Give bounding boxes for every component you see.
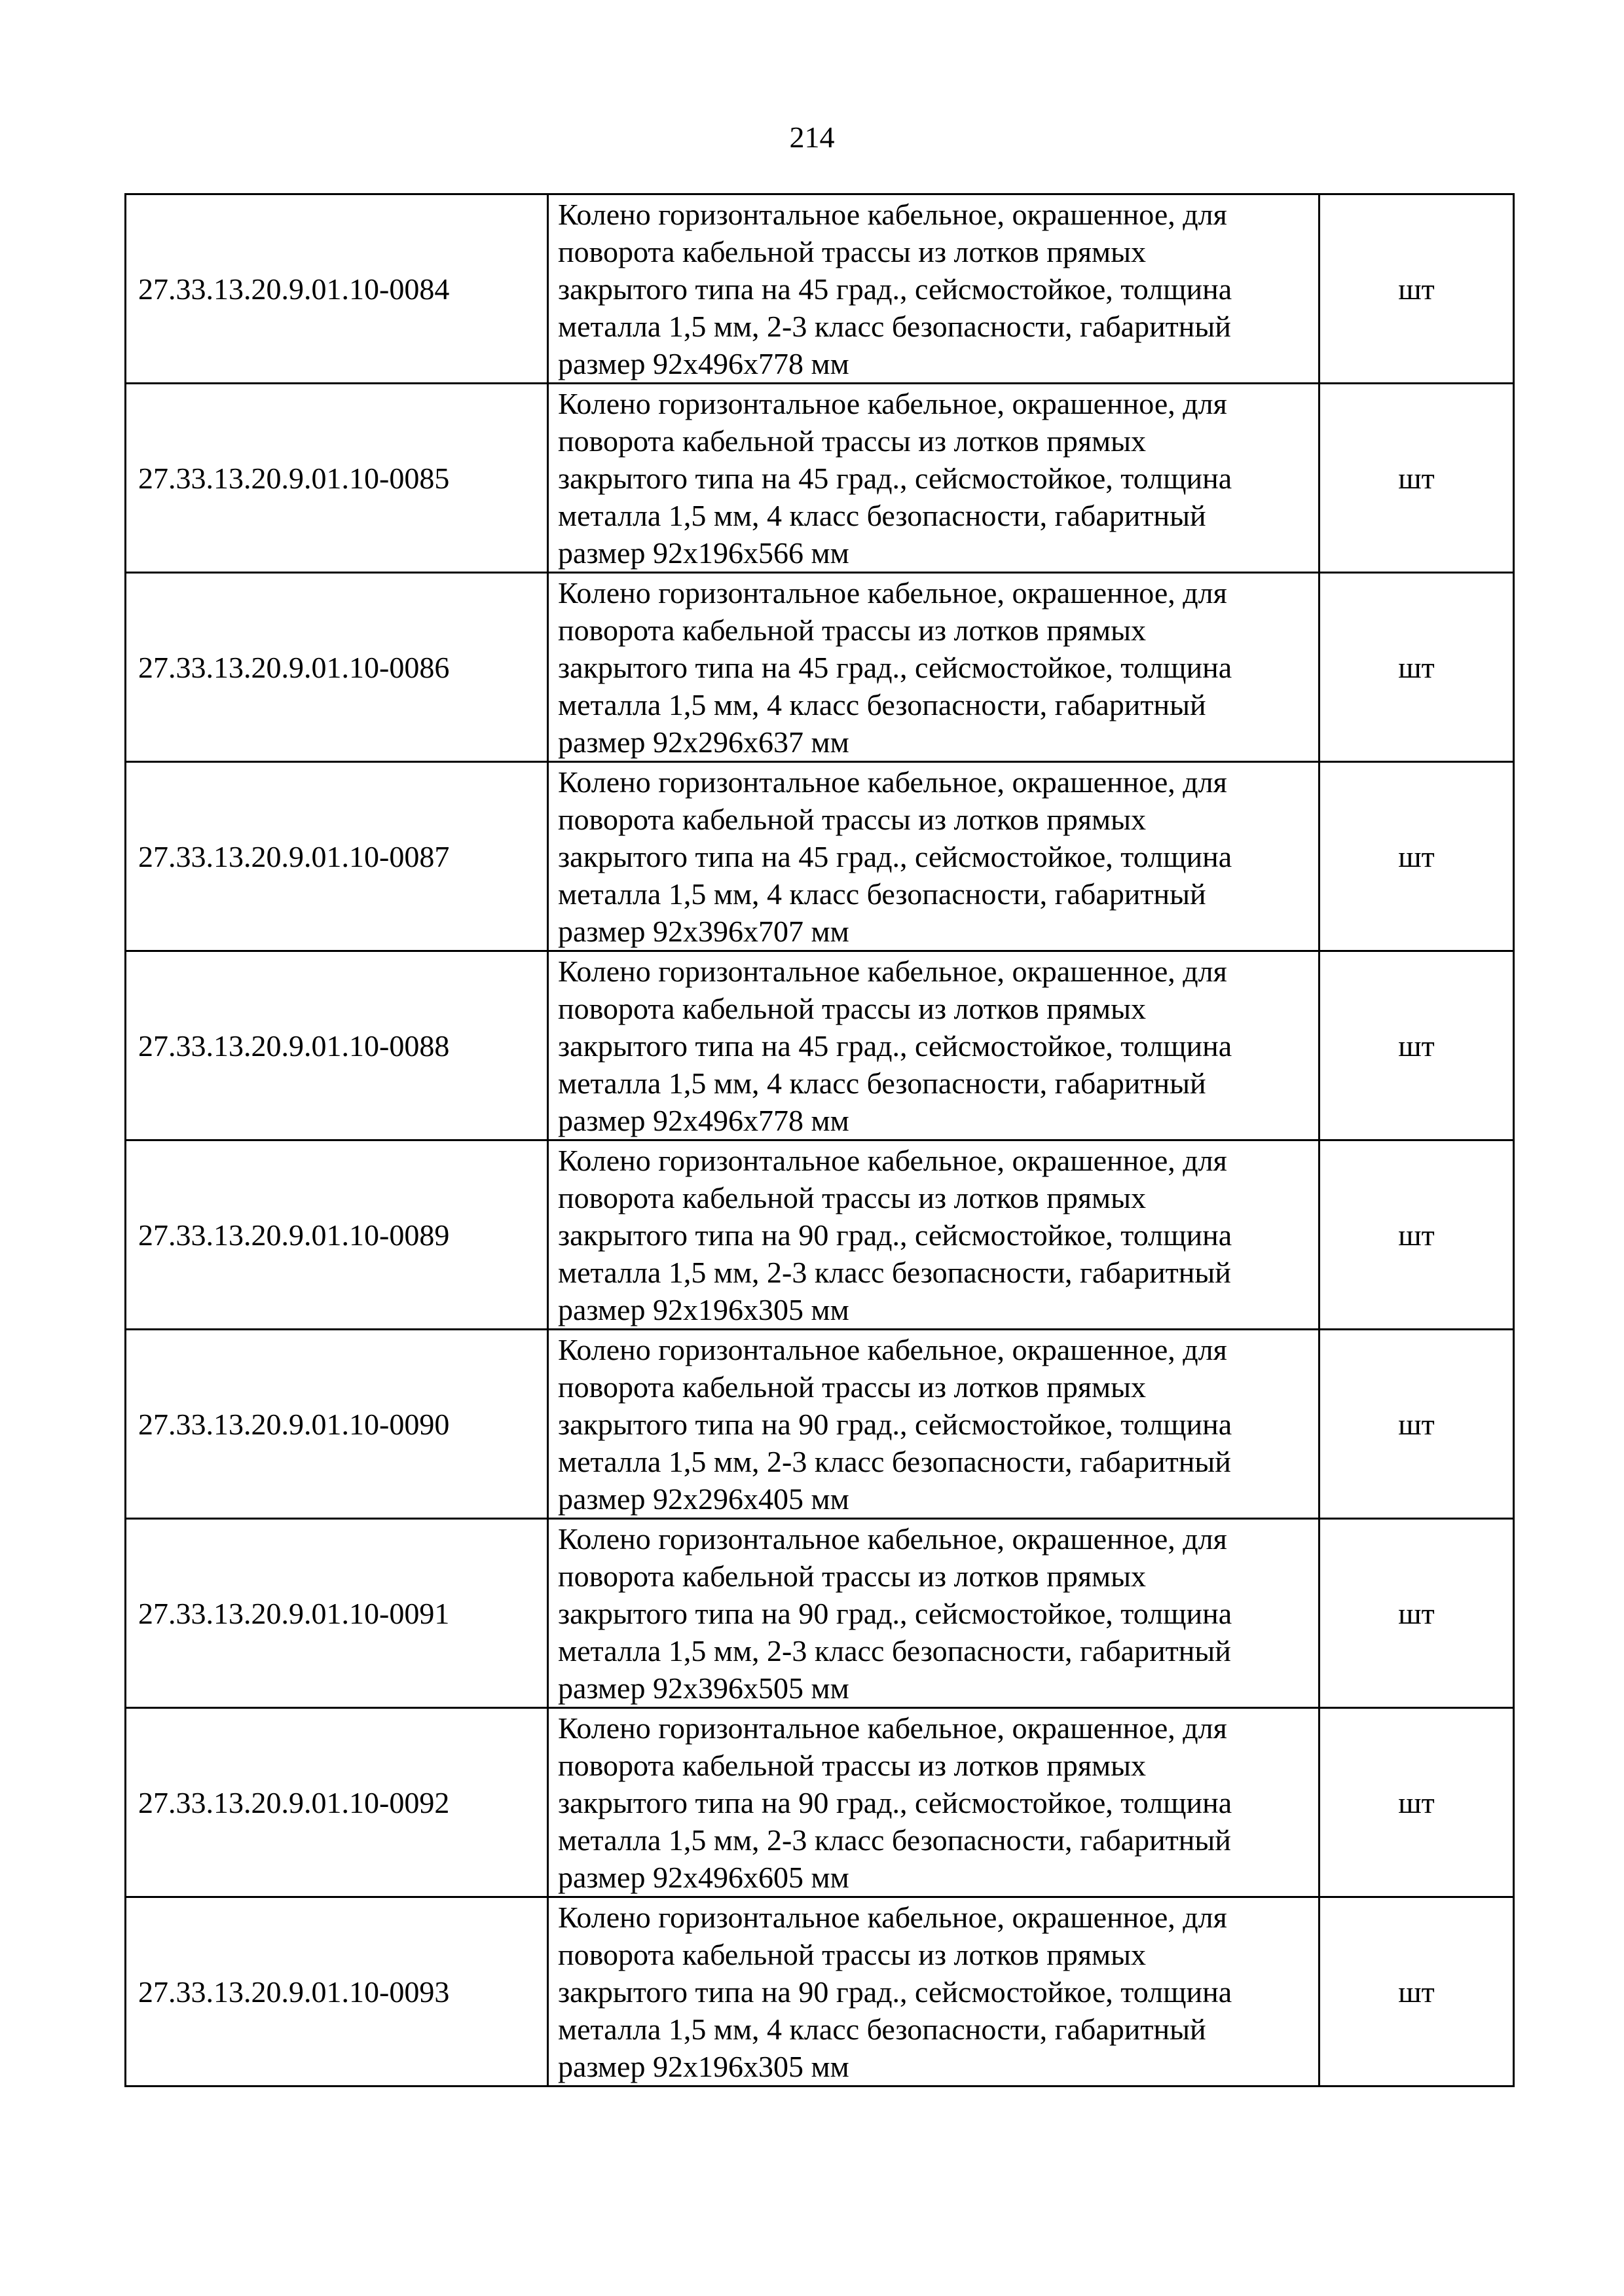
table-row xyxy=(126,1708,1514,1897)
resource-description: Колено горизонтальное кабельное, окрашенное, для поворота кабельной трассы из лотков прямых закрытого типа на 90 град., сейсмостойкое, толщина металла 1,5 мм, 4 класс безопасности, габаритный размер 92х196х305 мм xyxy=(558,1900,1232,2083)
resource-code: 27.33.13.20.9.01.10-0086 xyxy=(126,573,548,762)
unit-of-measure: шт xyxy=(1320,1330,1514,1519)
table-row xyxy=(126,1330,1514,1519)
resource-description-cell xyxy=(548,1519,1320,1708)
resource-description: Колено горизонтальное кабельное, окрашенное, для поворота кабельной трассы из лотков прямых закрытого типа на 90 град., сейсмостойкое, толщина металла 1,5 мм, 2-3 класс безопасности, габаритный размер 92х396х505 мм xyxy=(558,1522,1232,1705)
table-row xyxy=(126,1897,1514,2086)
resource-code: 27.33.13.20.9.01.10-0085 xyxy=(126,384,548,573)
resource-code: 27.33.13.20.9.01.10-0089 xyxy=(126,1140,548,1330)
table-row xyxy=(126,951,1514,1140)
resource-code: 27.33.13.20.9.01.10-0084 xyxy=(126,194,548,384)
unit-of-measure: шт xyxy=(1320,1519,1514,1708)
unit-of-measure: шт xyxy=(1320,951,1514,1140)
resource-description: Колено горизонтальное кабельное, окрашенное, для поворота кабельной трассы из лотков прямых закрытого типа на 45 град., сейсмостойкое, толщина металла 1,5 мм, 4 класс безопасности, габаритный размер 92х196х566 мм xyxy=(558,386,1232,570)
unit-of-measure: шт xyxy=(1320,1140,1514,1330)
unit-of-measure: шт xyxy=(1320,384,1514,573)
resource-code: 27.33.13.20.9.01.10-0090 xyxy=(126,1330,548,1519)
resource-description: Колено горизонтальное кабельное, окрашенное, для поворота кабельной трассы из лотков прямых закрытого типа на 90 град., сейсмостойкое, толщина металла 1,5 мм, 2-3 класс безопасности, габаритный размер 92х296х405 мм xyxy=(558,1332,1232,1516)
resource-description: Колено горизонтальное кабельное, окрашенное, для поворота кабельной трассы из лотков прямых закрытого типа на 90 град., сейсмостойкое, толщина металла 1,5 мм, 2-3 класс безопасности, габаритный размер 92х496х605 мм xyxy=(558,1711,1232,1894)
resource-code: 27.33.13.20.9.01.10-0087 xyxy=(126,762,548,951)
unit-of-measure: шт xyxy=(1320,762,1514,951)
resource-description-cell xyxy=(548,951,1320,1140)
table-row xyxy=(126,384,1514,573)
resource-description-cell xyxy=(548,194,1320,384)
resource-description: Колено горизонтальное кабельное, окрашенное, для поворота кабельной трассы из лотков прямых закрытого типа на 45 град., сейсмостойкое, толщина металла 1,5 мм, 2-3 класс безопасности, габаритный размер 92х496х778 мм xyxy=(558,197,1232,380)
resource-description-cell xyxy=(548,384,1320,573)
resource-code: 27.33.13.20.9.01.10-0091 xyxy=(126,1519,548,1708)
resource-table xyxy=(124,193,1515,2087)
resource-code: 27.33.13.20.9.01.10-0088 xyxy=(126,951,548,1140)
resource-description: Колено горизонтальное кабельное, окрашенное, для поворота кабельной трассы из лотков прямых закрытого типа на 45 град., сейсмостойкое, толщина металла 1,5 мм, 4 класс безопасности, габаритный размер 92х296х637 мм xyxy=(558,575,1232,759)
table-row xyxy=(126,1519,1514,1708)
unit-of-measure: шт xyxy=(1320,194,1514,384)
resource-description-cell xyxy=(548,762,1320,951)
resource-code: 27.33.13.20.9.01.10-0092 xyxy=(126,1708,548,1897)
table-row xyxy=(126,1140,1514,1330)
resource-description-cell xyxy=(548,1330,1320,1519)
unit-of-measure: шт xyxy=(1320,1897,1514,2086)
unit-of-measure: шт xyxy=(1320,573,1514,762)
resource-description-cell xyxy=(548,1897,1320,2086)
resource-description: Колено горизонтальное кабельное, окрашенное, для поворота кабельной трассы из лотков прямых закрытого типа на 45 град., сейсмостойкое, толщина металла 1,5 мм, 4 класс безопасности, габаритный размер 92х396х707 мм xyxy=(558,765,1232,948)
resource-description-cell xyxy=(548,573,1320,762)
table-row xyxy=(126,762,1514,951)
table-row xyxy=(126,194,1514,384)
resource-description-cell xyxy=(548,1140,1320,1330)
table-row xyxy=(126,573,1514,762)
unit-of-measure: шт xyxy=(1320,1708,1514,1897)
resource-description: Колено горизонтальное кабельное, окрашенное, для поворота кабельной трассы из лотков прямых закрытого типа на 90 град., сейсмостойкое, толщина металла 1,5 мм, 2-3 класс безопасности, габаритный размер 92х196х305 мм xyxy=(558,1143,1232,1326)
page-number: 214 xyxy=(789,120,835,154)
resource-description: Колено горизонтальное кабельное, окрашенное, для поворота кабельной трассы из лотков прямых закрытого типа на 45 град., сейсмостойкое, толщина металла 1,5 мм, 4 класс безопасности, габаритный размер 92х496х778 мм xyxy=(558,954,1232,1137)
resource-description-cell xyxy=(548,1708,1320,1897)
resource-code: 27.33.13.20.9.01.10-0093 xyxy=(126,1897,548,2086)
